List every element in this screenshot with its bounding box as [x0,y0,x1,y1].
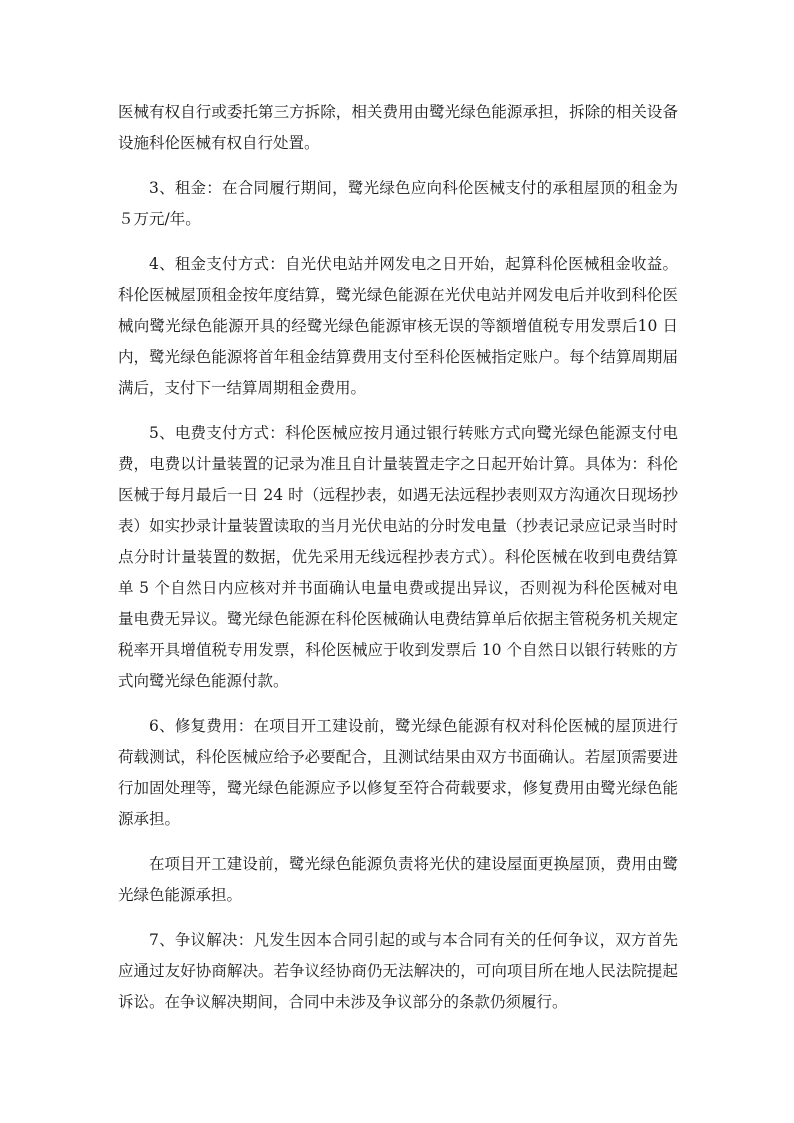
paragraph-rent: 3、租金：在合同履行期间，鹭光绿色应向科伦医械支付的承租屋顶的租金为５万元/年。 [118,179,678,228]
paragraph-dispute-resolution: 7、争议解决：凡发生因本合同引起的或与本合同有关的任何争议，双方首先应通过友好协商解决。若争议经协商仍无法解决的，可向项目所在地人民法院提起诉讼。在争议解决期间，合同中未涉及争议部分的条款仍须履行。 [118,931,678,1011]
paragraph-rent-payment: 4、租金支付方式：自光伏电站并网发电之日开始，起算科伦医械租金收益。科伦医械屋顶租金按年度结算，鹭光绿色能源在光伏电站并网发电后并收到科伦医械向鹭光绿色能源开具的经鹭光绿色能源审核无误的等额增值税专用发票后10 日内，鹭光绿色能源将首年租金结算费用支付至科伦医械指定账户。每个结算周期届满后，支付下一结算周期租金费用。 [118,255,678,397]
paragraph-electricity-payment: 5、电费支付方式：科伦医械应按月通过银行转账方式向鹭光绿色能源支付电费，电费以计量装置的记录为准且自计量装置走字之日起开始计算。具体为：科伦医械于每月最后一日 24 时（远程抄表，如遇无法远程抄表则双方沟通次日现场抄表）如实抄录计量装置读取的当月光伏电站的分时发电量（抄表记录应记录当时时点分时计量装置的数据，优先采用无线远程抄表方式）。科伦医械在收到电费结算单 5 个自然日内应核对并书面确认电量电费或提出异议，否则视为科伦医械对电量电费无异议。鹭光绿色能源在科伦医械确认电费结算单后依据主管税务机关规定税率开具增值税专用发票，科伦医械应于收到发票后 10 个自然日以银行转账的方式向鹭光绿色能源付款。 [118,424,678,690]
paragraph-continued-removal: 医械有权自行或委托第三方拆除，相关费用由鹭光绿色能源承担，拆除的相关设备设施科伦医械有权自行处置。 [118,103,678,152]
paragraph-repair-cost: 6、修复费用：在项目开工建设前，鹭光绿色能源有权对科伦医械的屋顶进行荷载测试，科伦医械应给予必要配合，且测试结果由双方书面确认。若屋顶需要进行加固处理等，鹭光绿色能源应予以修复至符合荷载要求，修复费用由鹭光绿色能源承担。 [118,717,678,828]
paragraph-roof-replacement: 在项目开工建设前，鹭光绿色能源负责将光伏的建设屋面更换屋顶，费用由鹭光绿色能源承担。 [118,855,678,904]
document-body [118,97,678,1032]
